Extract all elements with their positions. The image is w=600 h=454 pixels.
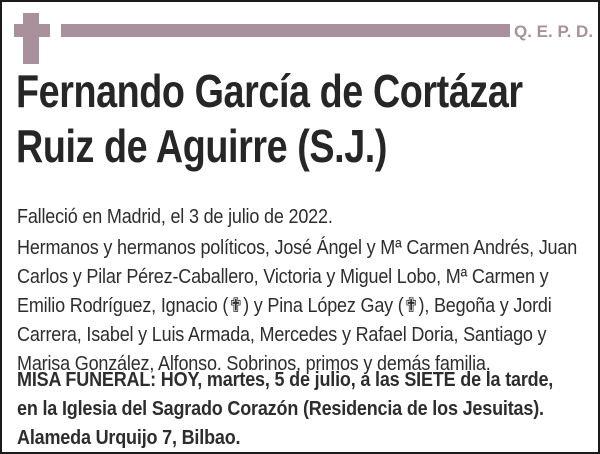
- qepd-label: Q. E. P. D.: [514, 22, 594, 41]
- deceased-name: [16, 64, 523, 174]
- family-paragraph: [17, 234, 577, 379]
- cross-horizontal-bar: [14, 24, 50, 37]
- header-rule: [61, 24, 510, 37]
- family-line: Hermanos y hermanos políticos, José Ángel y Mª Carmen Andrés, Juan: [17, 237, 578, 259]
- deceased-name-line2: Ruiz de Aguirre (S.J.): [16, 120, 388, 172]
- deceased-name-line1: Fernando García de Cortázar: [16, 65, 523, 117]
- cross-vertical-bar: [23, 13, 39, 64]
- funeral-line: en la Iglesia del Sagrado Corazón (Residencia de los Jesuitas).: [17, 398, 544, 420]
- family-line: Carrera, Isabel y Luis Armada, Mercedes y Rafael Doria, Santiago y: [17, 324, 547, 346]
- funeral-line: MISA FUNERAL: HOY, martes, 5 de julio, a las SIETE de la tarde,: [17, 369, 554, 391]
- funeral-line: Alameda Urquijo 7, Bilbao.: [17, 427, 241, 449]
- death-date-line: Falleció en Madrid, el 3 de julio de 2022.: [17, 206, 333, 228]
- family-line: Emilio Rodríguez, Ignacio (✟) y Pina López Gay (✟), Begoña y Jordi: [17, 295, 552, 317]
- latin-cross-icon: [2, 2, 62, 66]
- funeral-paragraph: [17, 366, 553, 453]
- family-line: Carlos y Pilar Pérez-Caballero, Victoria y Miguel Lobo, Mª Carmen y: [17, 266, 549, 288]
- family-line: Marisa González, Alfonso. Sobrinos, primos y demás familia.: [17, 353, 491, 375]
